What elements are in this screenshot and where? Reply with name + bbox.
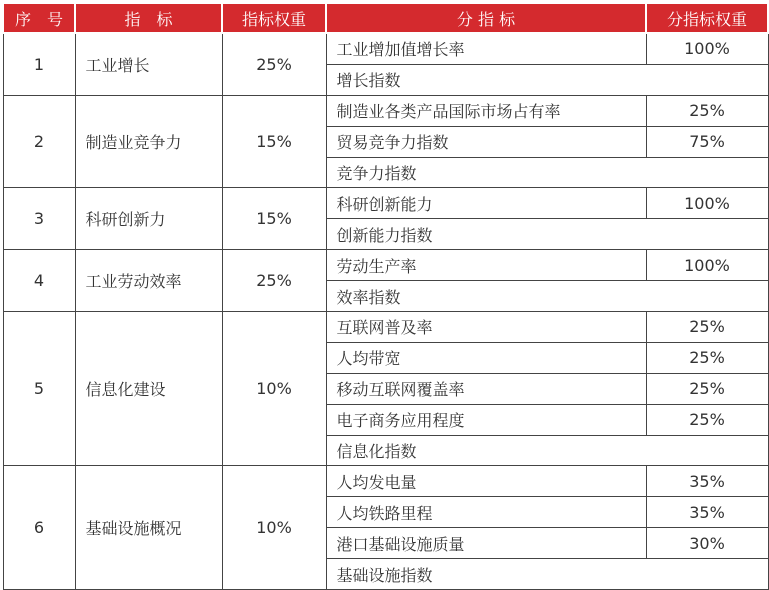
sub-indicator-weight: 25% [646,95,768,126]
table-header-row [3,3,768,33]
row-number: 2 [3,95,75,188]
sub-indicator-weight: 100% [646,33,768,64]
sub-indicator-name: 科研创新能力 [326,188,646,219]
summary-index-name: 基础设施指数 [326,559,768,590]
sub-indicator-name: 人均发电量 [326,466,646,497]
summary-index-name: 信息化指数 [326,435,768,466]
sub-indicator-name: 劳动生产率 [326,250,646,281]
sub-indicator-weight: 100% [646,188,768,219]
header-sub-indicator: 分 指 标 [326,3,646,33]
row-number: 1 [3,33,75,95]
table-row [3,250,768,281]
sub-indicator-weight: 25% [646,404,768,435]
indicator-name: 科研创新力 [75,188,222,250]
table-row [3,466,768,497]
sub-indicator-weight: 30% [646,528,768,559]
sub-indicator-name: 人均铁路里程 [326,497,646,528]
sub-indicator-weight: 75% [646,126,768,157]
summary-index-name: 增长指数 [326,64,768,95]
header-no: 序 号 [3,3,75,33]
indicator-weight: 15% [222,188,326,250]
summary-index-name: 创新能力指数 [326,219,768,250]
indicator-name: 信息化建设 [75,312,222,466]
sub-indicator-name: 工业增加值增长率 [326,33,646,64]
sub-indicator-weight: 35% [646,497,768,528]
indicator-table-container [2,2,767,590]
indicator-weight: 10% [222,466,326,590]
indicator-weight-table [2,2,769,590]
sub-indicator-name: 人均带宽 [326,342,646,373]
sub-indicator-weight: 25% [646,312,768,343]
table-row [3,33,768,64]
row-number: 3 [3,188,75,250]
sub-indicator-name: 电子商务应用程度 [326,404,646,435]
header-sub-weight: 分指标权重 [646,3,768,33]
row-number: 4 [3,250,75,312]
header-weight: 指标权重 [222,3,326,33]
indicator-weight: 25% [222,33,326,95]
table-row [3,95,768,126]
header-indicator: 指 标 [75,3,222,33]
row-number: 6 [3,466,75,590]
indicator-name: 工业增长 [75,33,222,95]
sub-indicator-name: 港口基础设施质量 [326,528,646,559]
indicator-weight: 10% [222,312,326,466]
table-body [3,33,768,590]
indicator-name: 工业劳动效率 [75,250,222,312]
sub-indicator-name: 互联网普及率 [326,312,646,343]
indicator-name: 基础设施概况 [75,466,222,590]
row-number: 5 [3,312,75,466]
sub-indicator-weight: 100% [646,250,768,281]
sub-indicator-name: 贸易竞争力指数 [326,126,646,157]
sub-indicator-name: 制造业各类产品国际市场占有率 [326,95,646,126]
summary-index-name: 效率指数 [326,281,768,312]
table-row [3,188,768,219]
indicator-weight: 25% [222,250,326,312]
table-row [3,312,768,343]
sub-indicator-weight: 25% [646,342,768,373]
sub-indicator-weight: 35% [646,466,768,497]
sub-indicator-name: 移动互联网覆盖率 [326,373,646,404]
indicator-name: 制造业竞争力 [75,95,222,188]
summary-index-name: 竞争力指数 [326,157,768,188]
sub-indicator-weight: 25% [646,373,768,404]
indicator-weight: 15% [222,95,326,188]
